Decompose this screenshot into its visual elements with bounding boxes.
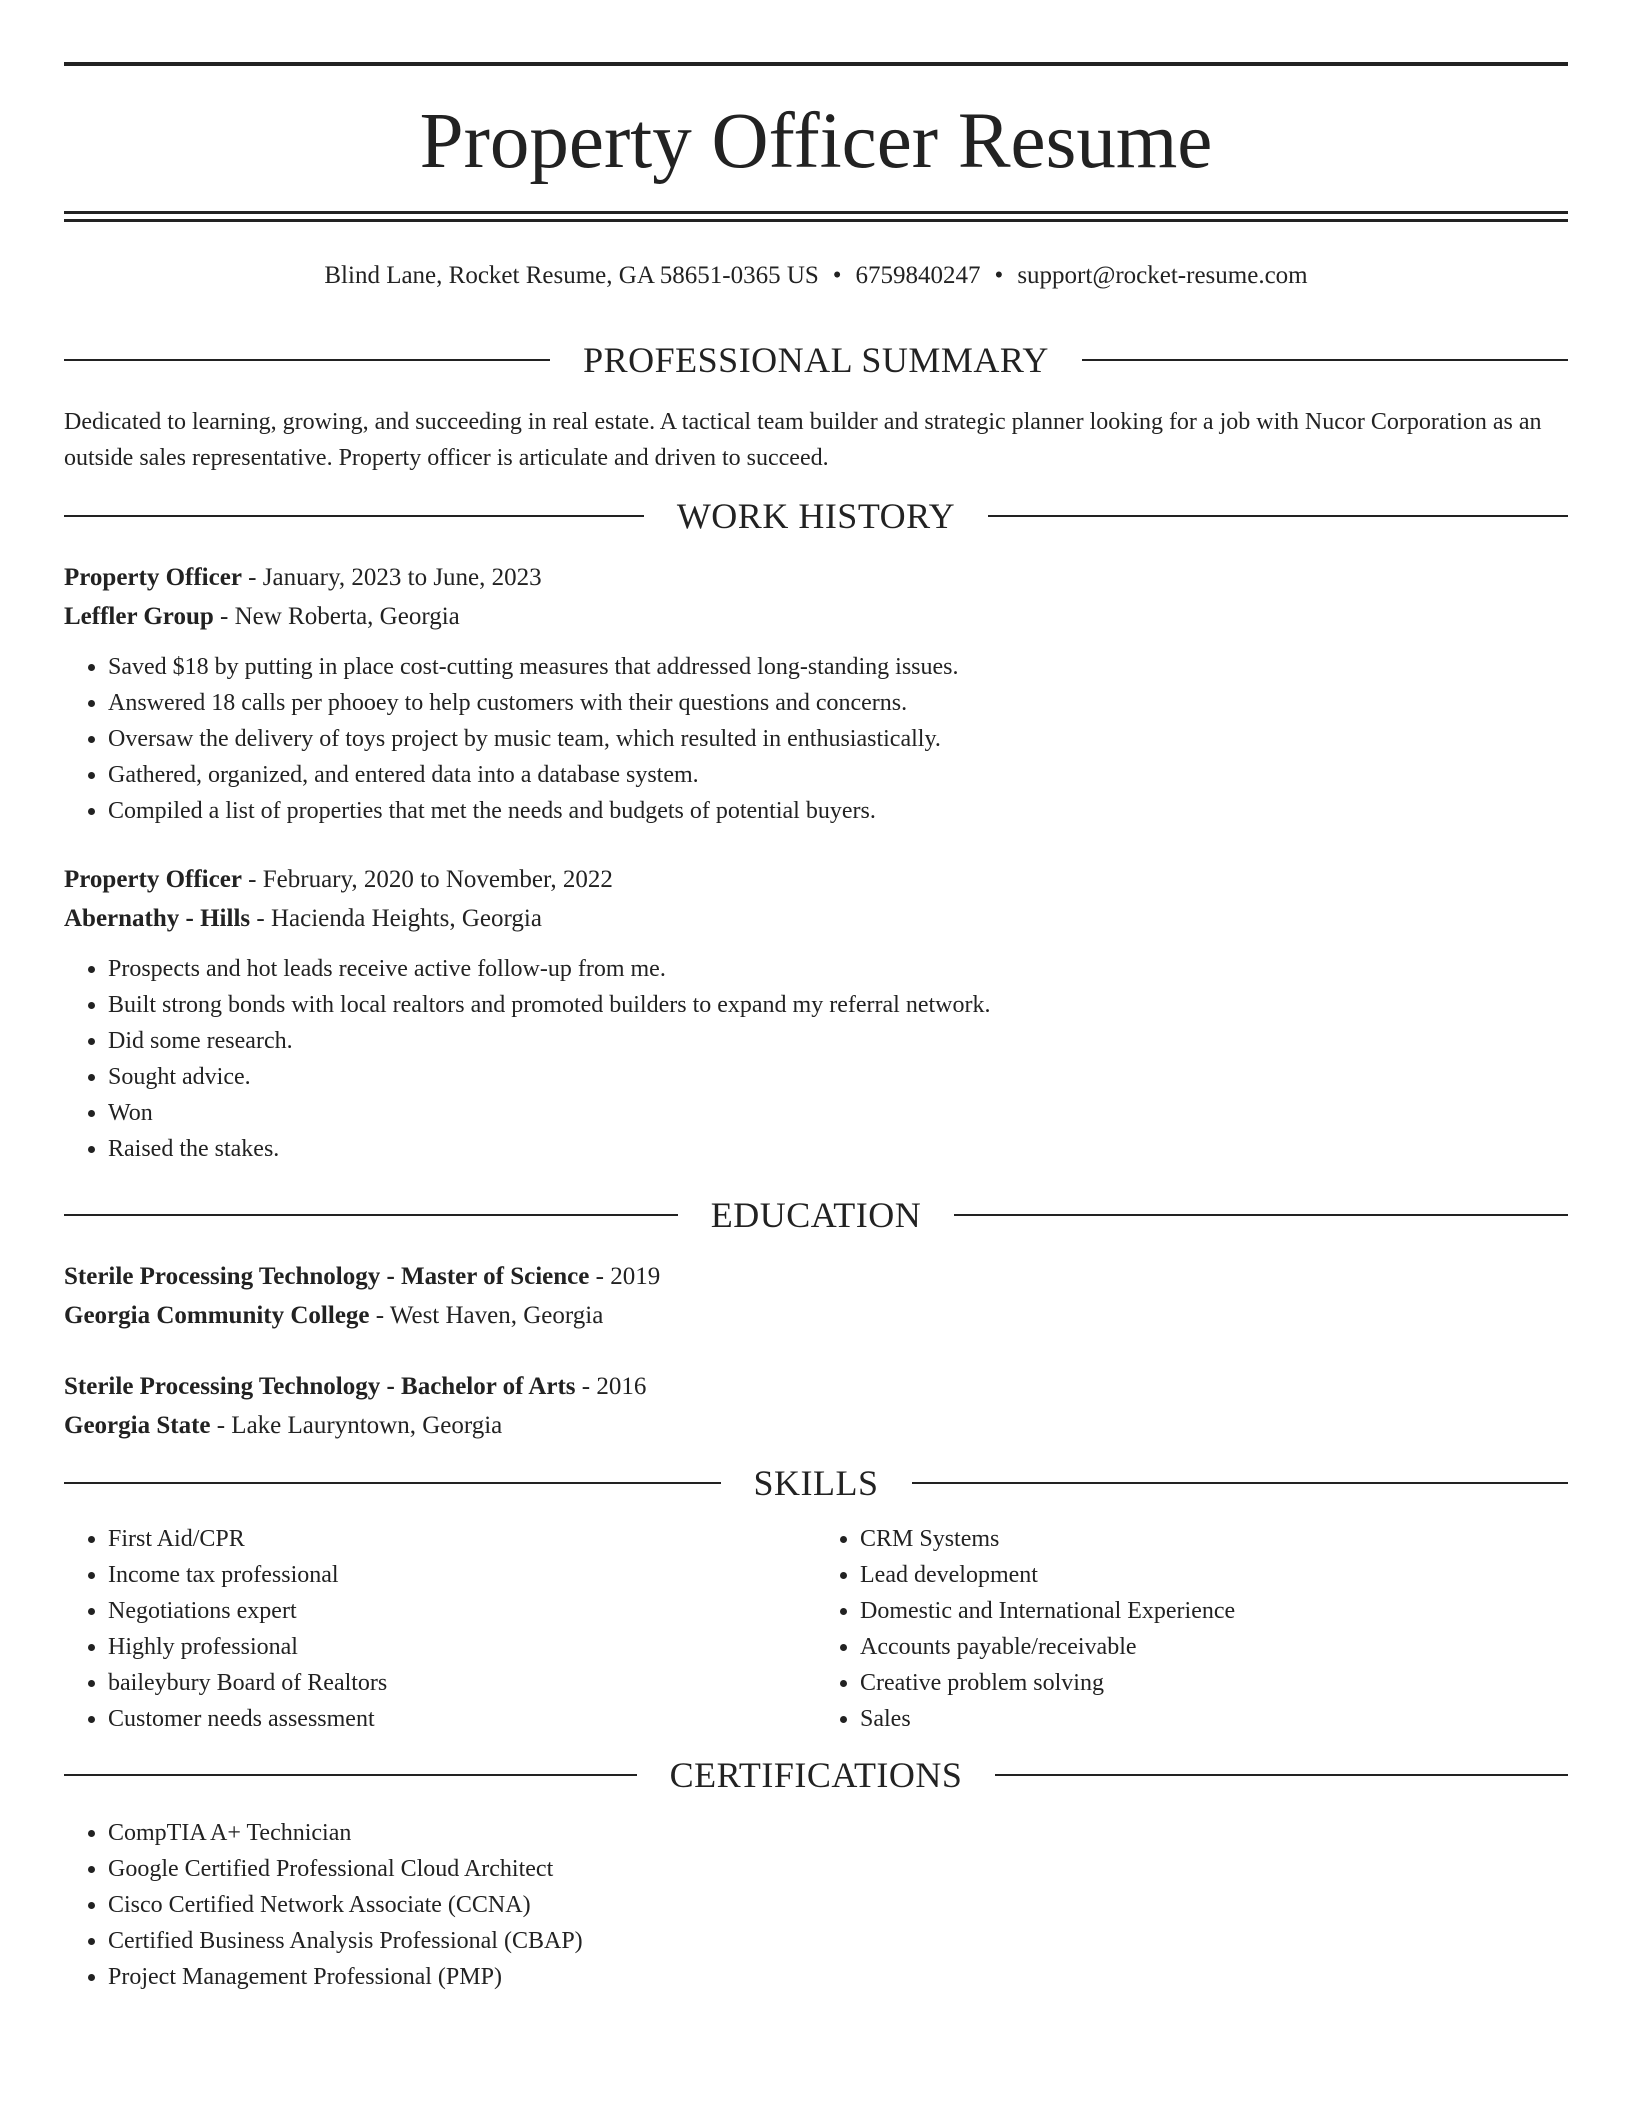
heading-rule bbox=[64, 515, 644, 517]
list-item: • Cisco Certified Network Associate (CCNA) bbox=[108, 1887, 1568, 1923]
heading-rule bbox=[64, 1774, 637, 1776]
job-dates: - February, 2020 to November, 2022 bbox=[241, 866, 613, 893]
list-item: • CompTIA A+ Technician bbox=[108, 1815, 1568, 1851]
job-dates: - January, 2023 to June, 2023 bbox=[241, 564, 542, 591]
section-heading-work bbox=[64, 498, 1568, 534]
list-item: • Saved $18 by putting in place cost-cutting measures that addressed long-standing issues. bbox=[108, 649, 1568, 685]
contact-phone: 6759840247 bbox=[855, 262, 981, 289]
degree-year: - 2019 bbox=[589, 1263, 661, 1290]
contact-separator: • bbox=[832, 262, 842, 289]
job-role: Property Officer bbox=[64, 866, 242, 893]
section-title: WORK HISTORY bbox=[676, 496, 956, 536]
section-title: CERTIFICATIONS bbox=[669, 1755, 963, 1795]
degree-line bbox=[64, 1257, 1568, 1296]
list-item: • Income tax professional bbox=[108, 1557, 816, 1593]
job-location: - Hacienda Heights, Georgia bbox=[250, 905, 542, 932]
list-item: • Did some research. bbox=[108, 1023, 1568, 1059]
list-item: • Compiled a list of properties that met the needs and budgets of potential buyers. bbox=[108, 793, 1568, 829]
heading-rule bbox=[995, 1774, 1568, 1776]
school: Georgia Community College bbox=[64, 1302, 370, 1329]
list-item: • Won bbox=[108, 1095, 1568, 1131]
work-entry bbox=[64, 558, 1568, 829]
list-item: • Prospects and hot leads receive active follow-up from me. bbox=[108, 951, 1568, 987]
education-entry bbox=[64, 1257, 1568, 1335]
school-line bbox=[64, 1406, 1568, 1445]
list-item: • First Aid/CPR bbox=[108, 1521, 816, 1557]
heading-rule bbox=[64, 359, 550, 361]
contact-separator: • bbox=[994, 262, 1004, 289]
list-item: • Gathered, organized, and entered data into a database system. bbox=[108, 757, 1568, 793]
degree-year: - 2016 bbox=[575, 1373, 647, 1400]
list-item: • Project Management Professional (PMP) bbox=[108, 1959, 1568, 1995]
list-item: • Certified Business Analysis Professional (CBAP) bbox=[108, 1923, 1568, 1959]
skills-column-left bbox=[64, 1521, 816, 1737]
job-company: Abernathy - Hills bbox=[64, 905, 251, 932]
contact-email: support@rocket-resume.com bbox=[1017, 262, 1308, 289]
section-heading-skills bbox=[64, 1465, 1568, 1501]
degree: Sterile Processing Technology - Bachelor of Arts bbox=[64, 1373, 576, 1400]
job-title-line bbox=[64, 558, 1568, 597]
page-title: Property Officer Resume bbox=[419, 98, 1213, 185]
school: Georgia State bbox=[64, 1412, 211, 1439]
section-title: EDUCATION bbox=[710, 1195, 922, 1235]
list-item: • baileybury Board of Realtors bbox=[108, 1665, 816, 1701]
job-bullets bbox=[64, 649, 1568, 829]
heading-rule bbox=[988, 515, 1568, 517]
heading-rule bbox=[64, 1482, 721, 1484]
school-location: - Lake Lauryntown, Georgia bbox=[210, 1412, 503, 1439]
list-item: • Lead development bbox=[860, 1557, 1568, 1593]
resume-page bbox=[64, 0, 1568, 1995]
section-title: PROFESSIONAL SUMMARY bbox=[583, 340, 1049, 380]
school-location: - West Haven, Georgia bbox=[369, 1302, 604, 1329]
list-item: • Oversaw the delivery of toys project by music team, which resulted in enthusiastically. bbox=[108, 721, 1568, 757]
contact-line bbox=[64, 260, 1568, 292]
skills-grid bbox=[64, 1521, 1568, 1737]
job-company-line bbox=[64, 899, 1568, 938]
job-bullets bbox=[64, 951, 1568, 1167]
list-item: • Answered 18 calls per phooey to help customers with their questions and concerns. bbox=[108, 685, 1568, 721]
section-heading-education bbox=[64, 1197, 1568, 1233]
title-double-rule bbox=[64, 211, 1568, 222]
list-item: • Accounts payable/receivable bbox=[860, 1629, 1568, 1665]
certifications-list bbox=[64, 1815, 1568, 1995]
list-item: • Highly professional bbox=[108, 1629, 816, 1665]
list-item: • Raised the stakes. bbox=[108, 1131, 1568, 1167]
contact-address: Blind Lane, Rocket Resume, GA 58651-0365 US bbox=[324, 262, 819, 289]
section-heading-certifications bbox=[64, 1757, 1568, 1793]
job-company-line bbox=[64, 597, 1568, 636]
list-item: • Customer needs assessment bbox=[108, 1701, 816, 1737]
section-title: SKILLS bbox=[753, 1463, 879, 1503]
summary-text: Dedicated to learning, growing, and succeeding in real estate. A tactical team builder and strategic planner looking for a job with Nucor Corporation as an outside sales representative. Property officer is articulate and driven to succeed. bbox=[64, 409, 1542, 471]
heading-rule bbox=[1082, 359, 1568, 361]
job-title-line bbox=[64, 860, 1568, 899]
list-item: • Negotiations expert bbox=[108, 1593, 816, 1629]
list-item: • Google Certified Professional Cloud Architect bbox=[108, 1851, 1568, 1887]
list-item: • Creative problem solving bbox=[860, 1665, 1568, 1701]
skills-column-right bbox=[816, 1521, 1568, 1737]
list-item: • Domestic and International Experience bbox=[860, 1593, 1568, 1629]
heading-rule bbox=[64, 1214, 678, 1216]
heading-rule bbox=[954, 1214, 1568, 1216]
job-location: - New Roberta, Georgia bbox=[213, 603, 460, 630]
school-line bbox=[64, 1296, 1568, 1335]
degree-line bbox=[64, 1367, 1568, 1406]
list-item: • Sought advice. bbox=[108, 1059, 1568, 1095]
list-item: • Built strong bonds with local realtors and promoted builders to expand my referral network. bbox=[108, 987, 1568, 1023]
job-role: Property Officer bbox=[64, 564, 242, 591]
list-item: • Sales bbox=[860, 1701, 1568, 1737]
list-item: • CRM Systems bbox=[860, 1521, 1568, 1557]
education-entry bbox=[64, 1367, 1568, 1445]
degree: Sterile Processing Technology - Master of Science bbox=[64, 1263, 590, 1290]
job-company: Leffler Group bbox=[64, 603, 214, 630]
heading-rule bbox=[912, 1482, 1569, 1484]
work-entry bbox=[64, 860, 1568, 1167]
section-heading-summary bbox=[64, 342, 1568, 378]
